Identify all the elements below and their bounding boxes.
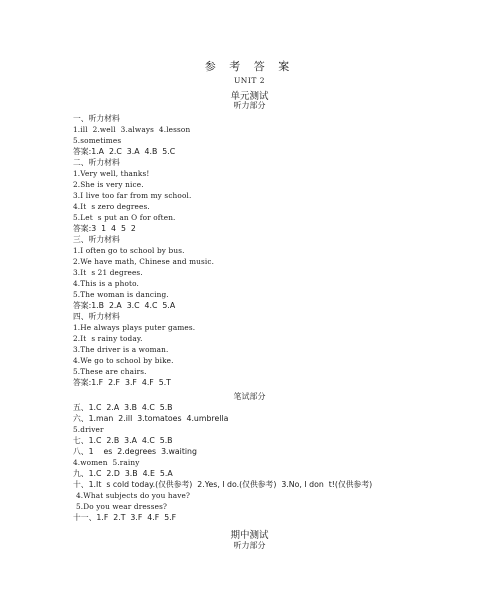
- answer-line: 十、1.It s cold today.(仅供参考) 2.Yes, I do.(仅供参考) 3.No, I don t!(仅供参考): [73, 480, 373, 489]
- answer-line: 3.The driver is a woman.: [73, 345, 169, 354]
- page-title: 参 考 答 案: [204, 60, 295, 73]
- answer-line: 1.I often go to school by bus.: [73, 246, 185, 255]
- answer-line: 3.I live too far from my school.: [73, 191, 192, 200]
- answer-line: 答案:1.B 2.A 3.C 4.C 5.A: [73, 301, 176, 310]
- answer-line: 2.It s rainy today.: [73, 334, 143, 343]
- answer-line: 1.ill 2.well 3.always 4.lesson: [73, 125, 191, 134]
- answer-line: 1.Very well, thanks!: [73, 169, 150, 178]
- answer-line: 七、1.C 2.B 3.A 4.C 5.B: [73, 436, 173, 445]
- listening-heading: 听力部分: [233, 101, 266, 110]
- answer-line: 八、1 es 2.degrees 3.waiting: [73, 447, 197, 456]
- answer-line: 4.It s zero degrees.: [73, 202, 150, 211]
- answer-line: 2.We have math, Chinese and music.: [73, 257, 215, 266]
- answer-line: 答案:1.A 2.C 3.A 4.B 5.C: [73, 147, 176, 156]
- answer-line: 三、听力材料: [73, 235, 120, 244]
- answer-line: 答案:1.F 2.F 3.F 4.F 5.T: [73, 378, 171, 387]
- answer-line: 九、1.C 2.D 3.B 4.E 5.A: [73, 469, 173, 478]
- answer-line: 4.What subjects do you have?: [76, 491, 191, 500]
- answer-line: 5.The woman is dancing.: [73, 290, 169, 299]
- answer-line: 二、听力材料: [73, 158, 120, 167]
- midterm-heading: 期中测试: [230, 530, 269, 541]
- answer-line: 答案:3 1 4 5 2: [73, 224, 136, 233]
- midterm-listening-heading: 听力部分: [233, 541, 266, 550]
- answer-line: 2.She is very nice.: [73, 180, 144, 189]
- answer-line: 五、1.C 2.A 3.B 4.C 5.B: [73, 403, 173, 412]
- answer-line: 四、听力材料: [73, 312, 120, 321]
- answer-line: 一、听力材料: [73, 114, 120, 123]
- answer-line: 4.We go to school by bike.: [73, 356, 174, 365]
- answer-line: 5.driver: [73, 425, 104, 434]
- unit-label: UNIT 2: [233, 76, 265, 85]
- written-heading: 笔试部分: [233, 392, 266, 401]
- answer-line: 4.This is a photo.: [73, 279, 139, 288]
- answer-line: 5.sometimes: [73, 136, 122, 145]
- answer-line: 十一、1.F 2.T 3.F 4.F 5.F: [73, 513, 177, 522]
- answer-line: 5.Let s put an O for often.: [73, 213, 176, 222]
- answer-line: 1.He always plays puter games.: [73, 323, 196, 332]
- answer-line: 5.Do you wear dresses?: [76, 502, 168, 511]
- answer-line: 六、1.man 2.ill 3.tomatoes 4.umbrella: [73, 414, 229, 423]
- answer-line: 4.women 5.rainy: [73, 458, 140, 467]
- unit-test-heading: 单元测试: [230, 91, 269, 102]
- answer-line: 3.It s 21 degrees.: [73, 268, 143, 277]
- answer-line: 5.These are chairs.: [73, 367, 147, 376]
